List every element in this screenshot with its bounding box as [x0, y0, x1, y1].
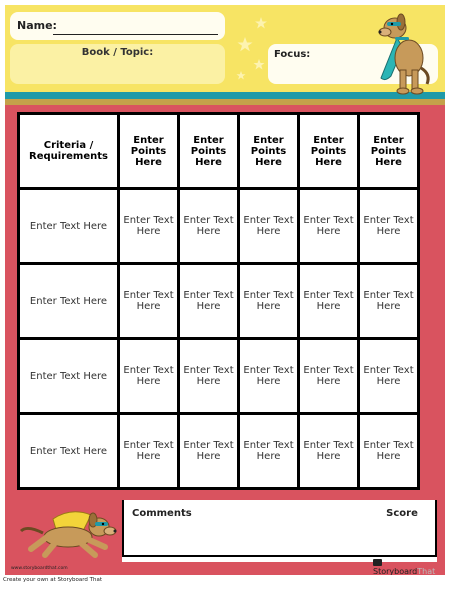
points-header-5[interactable]: Enter Points Here — [359, 114, 419, 189]
table-row — [19, 414, 419, 489]
comments-box[interactable] — [122, 500, 373, 557]
criteria-header[interactable]: Criteria / Requirements — [19, 114, 119, 189]
focus-label: Focus: — [274, 49, 311, 60]
table-cell[interactable]: Enter Text Here — [119, 339, 179, 414]
points-header-4[interactable]: Enter Points Here — [299, 114, 359, 189]
table-cell[interactable]: Enter Text Here — [119, 189, 179, 264]
score-label: Score — [386, 508, 418, 519]
table-cell[interactable]: Enter Text Here — [239, 264, 299, 339]
table-cell[interactable]: Enter Text Here — [119, 264, 179, 339]
superhero-dog-standing-icon — [367, 8, 437, 98]
criteria-cell[interactable]: Enter Text Here — [19, 339, 119, 414]
table-cell[interactable]: Enter Text Here — [359, 189, 419, 264]
criteria-cell[interactable]: Enter Text Here — [19, 414, 119, 489]
points-header-3[interactable]: Enter Points Here — [239, 114, 299, 189]
table-cell[interactable]: Enter Text Here — [359, 339, 419, 414]
rubric-table — [17, 112, 420, 490]
topic-field[interactable] — [10, 44, 225, 84]
superhero-dog-running-icon — [13, 505, 123, 563]
star-icon — [231, 13, 271, 88]
criteria-cell[interactable]: Enter Text Here — [19, 264, 119, 339]
criteria-cell[interactable]: Enter Text Here — [19, 189, 119, 264]
table-cell[interactable]: Enter Text Here — [299, 264, 359, 339]
rubric-sheet — [5, 5, 445, 575]
table-cell[interactable]: Enter Text Here — [359, 264, 419, 339]
table-cell[interactable]: Enter Text Here — [239, 189, 299, 264]
table-cell[interactable]: Enter Text Here — [299, 339, 359, 414]
table-cell[interactable]: Enter Text Here — [119, 414, 179, 489]
table-cell[interactable]: Enter Text Here — [239, 414, 299, 489]
storyboard-brand[interactable] — [373, 558, 445, 575]
table-cell[interactable]: Enter Text Here — [179, 189, 239, 264]
name-underline — [53, 34, 218, 35]
footer-caption[interactable]: Create your own at Storyboard That — [3, 577, 103, 583]
table-cell[interactable]: Enter Text Here — [359, 414, 419, 489]
comments-label: Comments — [132, 508, 192, 519]
table-cell[interactable]: Enter Text Here — [179, 264, 239, 339]
header-base-stripe — [5, 99, 445, 105]
table-cell[interactable]: Enter Text Here — [299, 414, 359, 489]
table-cell[interactable]: Enter Text Here — [299, 189, 359, 264]
table-cell[interactable]: Enter Text Here — [239, 339, 299, 414]
topic-label: Book / Topic: — [81, 47, 154, 58]
table-row — [19, 189, 419, 264]
points-header-1[interactable]: Enter Points Here — [119, 114, 179, 189]
storyboard-logo-icon — [373, 559, 382, 566]
table-cell[interactable]: Enter Text Here — [179, 339, 239, 414]
name-label: Name: — [17, 19, 57, 32]
name-field[interactable] — [10, 12, 225, 40]
table-row — [19, 339, 419, 414]
brand-tail: That — [417, 567, 436, 575]
points-header-2[interactable]: Enter Points Here — [179, 114, 239, 189]
table-header-row — [19, 114, 419, 189]
table-row — [19, 264, 419, 339]
site-url[interactable]: www.storyboardthat.com — [11, 566, 68, 571]
score-box[interactable] — [369, 500, 437, 557]
brand-name: Storyboard — [373, 567, 418, 575]
table-cell[interactable]: Enter Text Here — [179, 414, 239, 489]
